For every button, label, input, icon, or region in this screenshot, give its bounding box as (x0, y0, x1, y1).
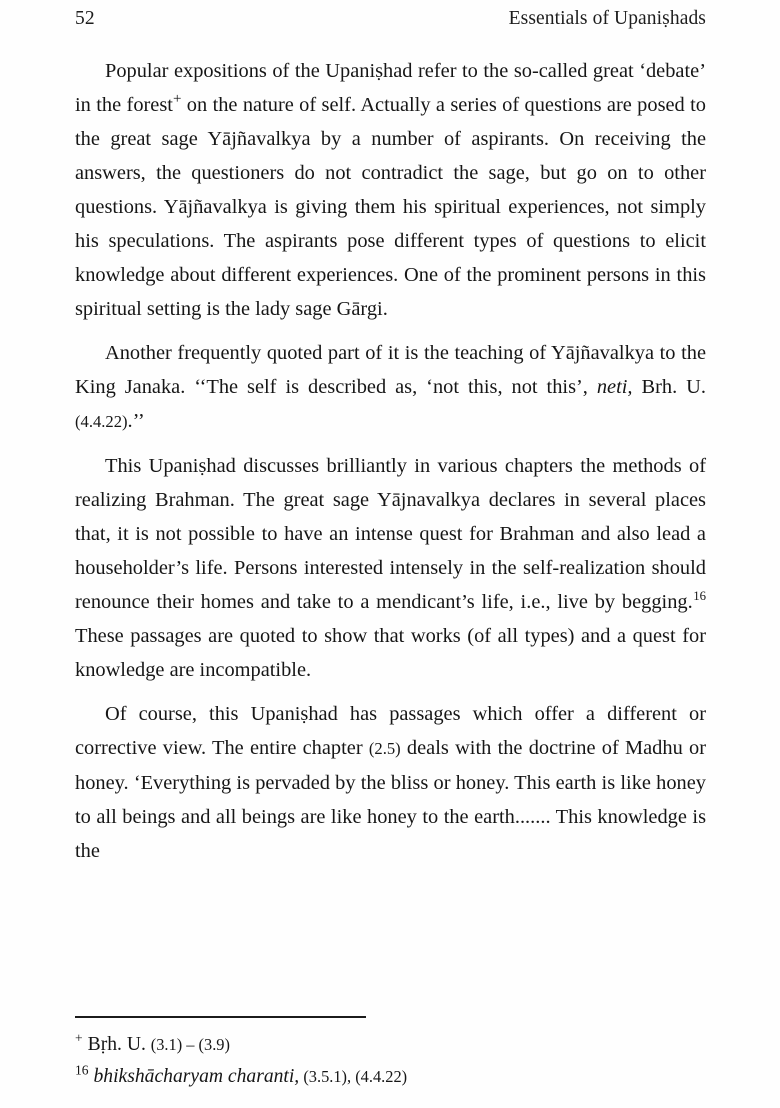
running-title: Essentials of Upaniṣhads (508, 8, 706, 29)
footnote-dagger-reference: (3.1) – (3.9) (150, 1035, 230, 1054)
paragraph-2-text-b: Brh. U. (632, 376, 706, 398)
paragraph-2 (75, 336, 706, 439)
body-text-column (75, 54, 706, 868)
paragraph-1-text-b: on the nature of self. Actually a series of questions are posed to the great sage Yājñavalkya by a number of aspirants. On receiving the answers, the questioners do not contradict the sage, but go on to other questions. Yājñavalkya is giving them his spiritual experiences, not simply his speculations. The aspirants pose different types of questions to elicit knowledge about different experiences. One of the prominent persons in this spiritual setting is the lady sage Gārgi. (75, 94, 706, 320)
paragraph-2-text-c: .’’ (127, 410, 145, 432)
paragraph-4 (75, 697, 706, 868)
paragraph-1 (75, 54, 706, 326)
paragraph-3 (75, 449, 706, 687)
paragraph-3-text-b: These passages are quoted to show that works (of all types) and a quest for knowledge are incompatible. (75, 625, 706, 681)
paragraph-4-text-a: Of course, this Upaniṣhad has passages which offer a different or corrective view. The entire chapter (75, 703, 706, 759)
paragraph-3-text-a: This Upaniṣhad discusses brilliantly in various chapters the methods of realizing Brahman. The great sage Yājnavalkya declares in several places that, it is not possible to have an intense quest for Brahman and also lead a householder’s life. Persons interested intensely in the self-realization should renounce their homes and take to a mendicant’s life, i.e., live by begging. (75, 455, 706, 613)
footnote-block (75, 1016, 706, 1092)
footnote-16-marker: 16 (75, 1062, 89, 1078)
footnote-separator-rule (75, 1016, 366, 1018)
footnote-marker-dagger[interactable]: + (172, 91, 182, 108)
paragraph-2-text-a: Another frequently quoted part of it is the teaching of Yājñavalkya to the King Janaka. ‘‘The self is described as, ‘not this, not this’, (75, 342, 706, 398)
footnote-marker-16[interactable]: 16 (693, 589, 706, 604)
footnote-dagger-marker: + (75, 1030, 83, 1046)
paragraph-4-text-b: deals with the doctrine of Madhu or honey. ‘Everything is pervaded by the bliss or honey. This earth is like honey to all beings and all beings are like honey to the earth....... This knowledge is the (75, 737, 706, 862)
page-number: 52 (75, 8, 95, 29)
footnote-dagger (75, 1030, 706, 1060)
footnote-dagger-text: Bṛh. U. (87, 1034, 151, 1055)
paragraph-4-chapter-reference: (2.5) (368, 739, 401, 758)
footnote-16 (75, 1062, 706, 1092)
paragraph-2-scripture-reference: (4.4.22) (75, 412, 128, 431)
paragraph-2-italic-neti: neti, (596, 376, 633, 398)
footnote-16-italic-citation: bhikshācharyam charanti, (93, 1066, 300, 1087)
paragraph-1-text-a: Popular expositions of the Upaniṣhad refer to the so-called great ‘debate’ in the forest (75, 60, 706, 116)
footnote-16-reference: (3.5.1), (4.4.22) (299, 1067, 408, 1086)
running-head (75, 8, 706, 34)
